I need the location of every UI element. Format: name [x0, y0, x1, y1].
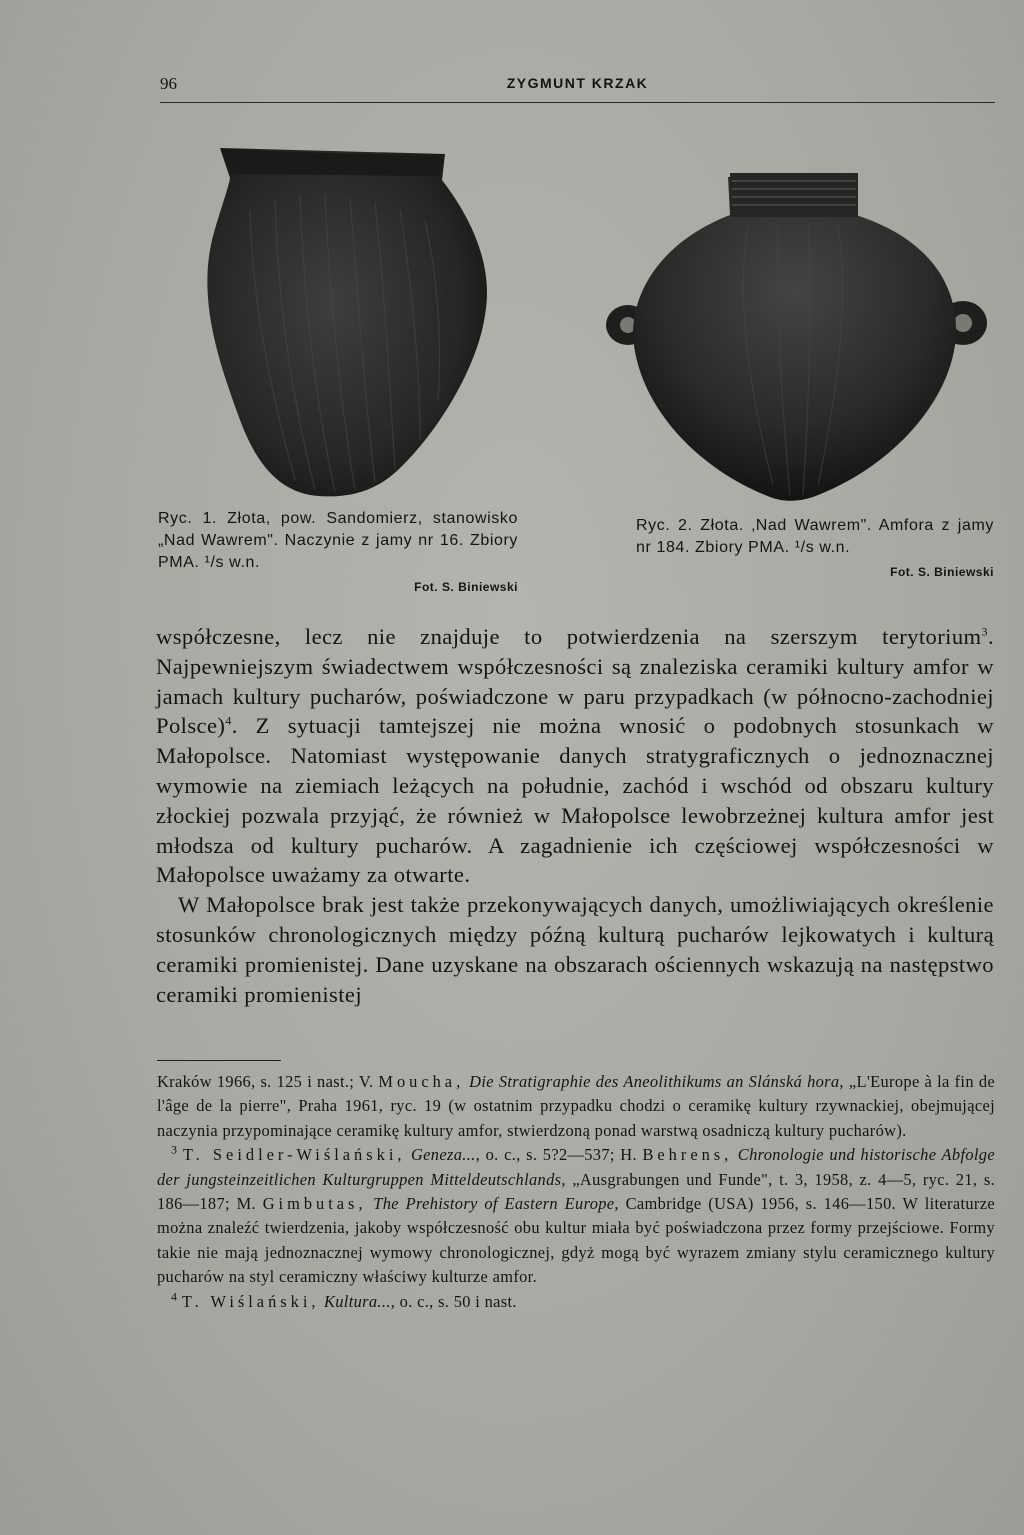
amphora-illustration	[598, 165, 993, 505]
vessel-illustration	[180, 140, 500, 510]
footnote-continuation: Kraków 1966, s. 125 i nast.; V. Moucha, Die Stratigraphie des Aneolithikums an Slánská hora, „L'Europe à la fin de l'âge de la pierre", Praha 1961, ryc. 19 (w ostatnim przypadku chodzi o ceramikę kultury rzywnackiej, obejmującej naczynia przypominające ceramikę kultury amfor, stwierdzoną ponad warstwą osadniczą kultury pucharów).	[157, 1072, 996, 1140]
figure-2-caption	[636, 515, 994, 583]
footnote-ref: 3	[981, 624, 988, 639]
caption-text: Ryc. 2. Złota. ‚Nad Wawrem". Amfora z jamy nr 184. Zbiory PMA. ¹/s w.n.	[636, 517, 994, 556]
figure-2-amphora-photo	[598, 165, 993, 505]
footnote-rule	[157, 1060, 281, 1061]
running-head	[160, 72, 995, 103]
footnotes	[157, 1070, 995, 1314]
paragraph: współczesne, lecz nie znajduje to potwierdzenia na szerszym terytorium$^3$. Najpewniejszym świadectwem współczesności są znaleziska ceramiki kultury amfor w jamach kultury pucharów, poświadczone w paru przypadkach (w północno-zachodniej Polsce)$^4$. Z sytuacji tamtejszej nie można wnosić o podobnych stosunkach w Małopolsce. Natomiast występowanie danych stratygraficznych o jednoznacznej wymowie na ziemiach leżących na południe, zachód i wschód od obszaru kultury złockiej pozwala przyjąć, że również w Małopolsce lewobrzeżnej kultura amfor jest młodsza od kultury pucharów. A zagadnienie ich częściowej współczesności w Małopolsce uważamy za otwarte.	[156, 624, 994, 888]
running-title: ZYGMUNT KRZAK	[506, 75, 649, 91]
paragraph: W Małopolsce brak jest także przekonywających danych, umożliwiających określenie stosunków chronologicznych między późną kulturą pucharów lejkowatych i kulturą ceramiki promienistej. Dane uzyskane na obszarach ościennych wskazują na następstwo ceramiki promienistej	[156, 892, 994, 1007]
page-number: 96	[160, 74, 177, 93]
photo-credit: Fot. S. Biniewski	[890, 565, 994, 579]
figure-1-caption	[158, 508, 518, 598]
caption-text: Ryc. 1. Złota, pow. Sandomierz, stanowisko „Nad Wawrem". Naczynie z jamy nr 16. Zbiory PMA. ¹/s w.n.	[158, 510, 518, 571]
figure-1-vessel-photo	[180, 140, 500, 510]
photo-credit: Fot. S. Biniewski	[414, 580, 518, 594]
body-text	[156, 622, 994, 1009]
footnote-ref: 4	[225, 713, 232, 728]
footnote-4: $^4$ T. Wiślański, Kultura..., o. c., s. 50 i nast.	[171, 1289, 517, 1311]
footnote-3: $^3$ T. Seidler-Wiślański, Geneza..., o. c., s. 5?2—537; H. Behrens, Chronologie und historische Abfolge der jungsteinzeitlichen Kulturgruppen Mitteldeutschlands, „Ausgrabungen und Funde", t. 3, 1958, z. 4—5, ryc. 21, s. 186—187; M. Gimbutas, The Prehistory of Eastern Europe, Cambridge (USA) 1956, s. 146—150. W literaturze można znaleźć twierdzenia, jakoby współczesność obu kultur miała być poświadczona przez formy przejściowe. Formy takie nie mają jednoznacznej wymowy chronologicznej, gdyż mogą być wyrazem zmiany stylu ceramicznego kultury pucharów na styl ceramiczny właściwy kulturze amfor.	[157, 1142, 996, 1287]
